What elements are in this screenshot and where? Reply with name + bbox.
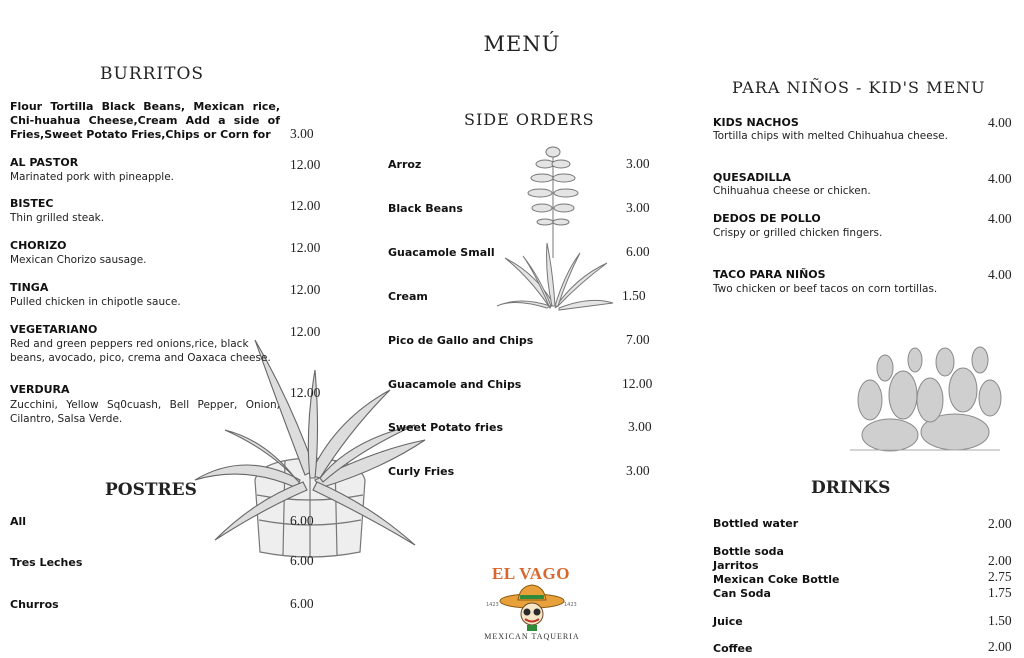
drink-price: 2.00 (988, 639, 1012, 654)
postres-item-name: Churros (10, 598, 59, 611)
drink-group-label: Bottle soda (713, 545, 784, 558)
item-desc: Red and green peppers red onions,rice, black beans, avocado, pico, crema and Oaxaca cheese. (10, 338, 271, 364)
kids-item-price: 4.00 (988, 267, 1012, 282)
side-item-name: Sweet Potato fries (388, 421, 504, 434)
drink-price: 1.50 (988, 613, 1012, 628)
item-price: 12.00 (290, 240, 321, 255)
kids-menu-heading: PARA NIÑOS - KID'S MENU (732, 78, 986, 97)
item-price: 12.00 (290, 324, 321, 339)
postres-item-name: Tres Leches (10, 556, 83, 569)
side-item-name: Arroz (388, 158, 422, 171)
side-orders-heading: SIDE ORDERS (464, 110, 595, 129)
drink-price: 1.75 (988, 585, 1012, 600)
postres-item-name: All (10, 515, 27, 528)
logo-year-left: 1423 (486, 602, 499, 608)
side-item-price: 3.00 (626, 463, 650, 478)
item-price: 12.00 (290, 198, 321, 213)
kids-item-desc: Tortilla chips with melted Chihuahua cheese. (713, 130, 948, 142)
postres-heading: POSTRES (105, 480, 197, 500)
drink-name: Coffee (713, 642, 753, 655)
kids-item-name: QUESADILLA (713, 171, 791, 184)
side-item-name: Black Beans (388, 202, 463, 215)
drinks-heading: DRINKS (811, 478, 891, 498)
postres-item-price: 6.00 (290, 596, 314, 611)
logo-subtitle: MEXICAN TAQUERIA (484, 632, 580, 641)
side-item-price: 7.00 (626, 332, 650, 347)
item-price: 12.00 (290, 385, 321, 400)
drink-price: 2.75 (988, 569, 1012, 584)
drink-name: Juice (713, 615, 743, 628)
kids-item-desc: Chihuahua cheese or chicken. (713, 185, 871, 197)
drink-price: 2.00 (988, 516, 1012, 531)
item-name: VEGETARIANO (10, 323, 98, 336)
drink-name: Mexican Coke Bottle (713, 573, 840, 586)
kids-item-desc: Crispy or grilled chicken fingers. (713, 227, 883, 239)
side-item-name: Guacamole and Chips (388, 378, 522, 391)
item-name: BISTEC (10, 197, 54, 210)
logo-year-right: 1423 (564, 602, 577, 608)
logo-name: EL VAGO (492, 564, 570, 583)
side-item-price: 3.00 (628, 419, 652, 434)
item-price: 12.00 (290, 282, 321, 297)
postres-item-price: 6.00 (290, 553, 314, 568)
burritos-intro-price: 3.00 (290, 126, 314, 141)
kids-item-name: KIDS NACHOS (713, 116, 799, 129)
page-title: MENÚ (483, 32, 561, 56)
item-desc: Marinated pork with pineapple. (10, 171, 175, 183)
side-item-price: 3.00 (626, 200, 650, 215)
agave-stalk-icon (495, 138, 615, 313)
item-name: TINGA (10, 281, 49, 294)
side-item-price: 3.00 (626, 156, 650, 171)
kids-item-desc: Two chicken or beef tacos on corn tortillas. (713, 283, 938, 295)
item-desc: Thin grilled steak. (10, 212, 105, 224)
side-item-price: 1.50 (622, 288, 646, 303)
kids-item-price: 4.00 (988, 115, 1012, 130)
sombrero-skull-icon (496, 583, 568, 639)
item-price: 12.00 (290, 157, 321, 172)
burritos-heading: BURRITOS (100, 64, 205, 84)
kids-item-price: 4.00 (988, 211, 1012, 226)
side-item-name: Guacamole Small (388, 246, 495, 259)
item-desc: Pulled chicken in chipotle sauce. (10, 296, 181, 308)
side-item-name: Cream (388, 290, 428, 303)
drink-name: Can Soda (713, 587, 771, 600)
kids-item-name: DEDOS DE POLLO (713, 212, 821, 225)
drink-name: Jarritos (713, 559, 759, 572)
item-name: VERDURA (10, 383, 70, 396)
item-desc: Mexican Chorizo sausage. (10, 254, 147, 266)
side-item-name: Pico de Gallo and Chips (388, 334, 534, 347)
item-desc: Zucchini, Yellow Sq0cuash, Bell Pepper, Onion, Cilantro, Salsa Verde. (10, 399, 280, 425)
side-item-price: 6.00 (626, 244, 650, 259)
side-item-price: 12.00 (622, 376, 653, 391)
side-item-name: Curly Fries (388, 465, 455, 478)
kids-item-price: 4.00 (988, 171, 1012, 186)
prickly-pear-cactus-icon (845, 340, 1005, 455)
postres-item-price: 6.00 (290, 513, 314, 528)
item-name: CHORIZO (10, 239, 67, 252)
kids-item-name: TACO PARA NIÑOS (713, 268, 826, 281)
item-name: AL PASTOR (10, 156, 79, 169)
drink-price: 2.00 (988, 553, 1012, 568)
drink-name: Bottled water (713, 517, 799, 530)
burritos-intro: Flour Tortilla Black Beans, Mexican rice, Chi-huahua Cheese,Cream Add a side of Fries,Sweet Potato Fries,Chips or Corn for (10, 100, 280, 141)
